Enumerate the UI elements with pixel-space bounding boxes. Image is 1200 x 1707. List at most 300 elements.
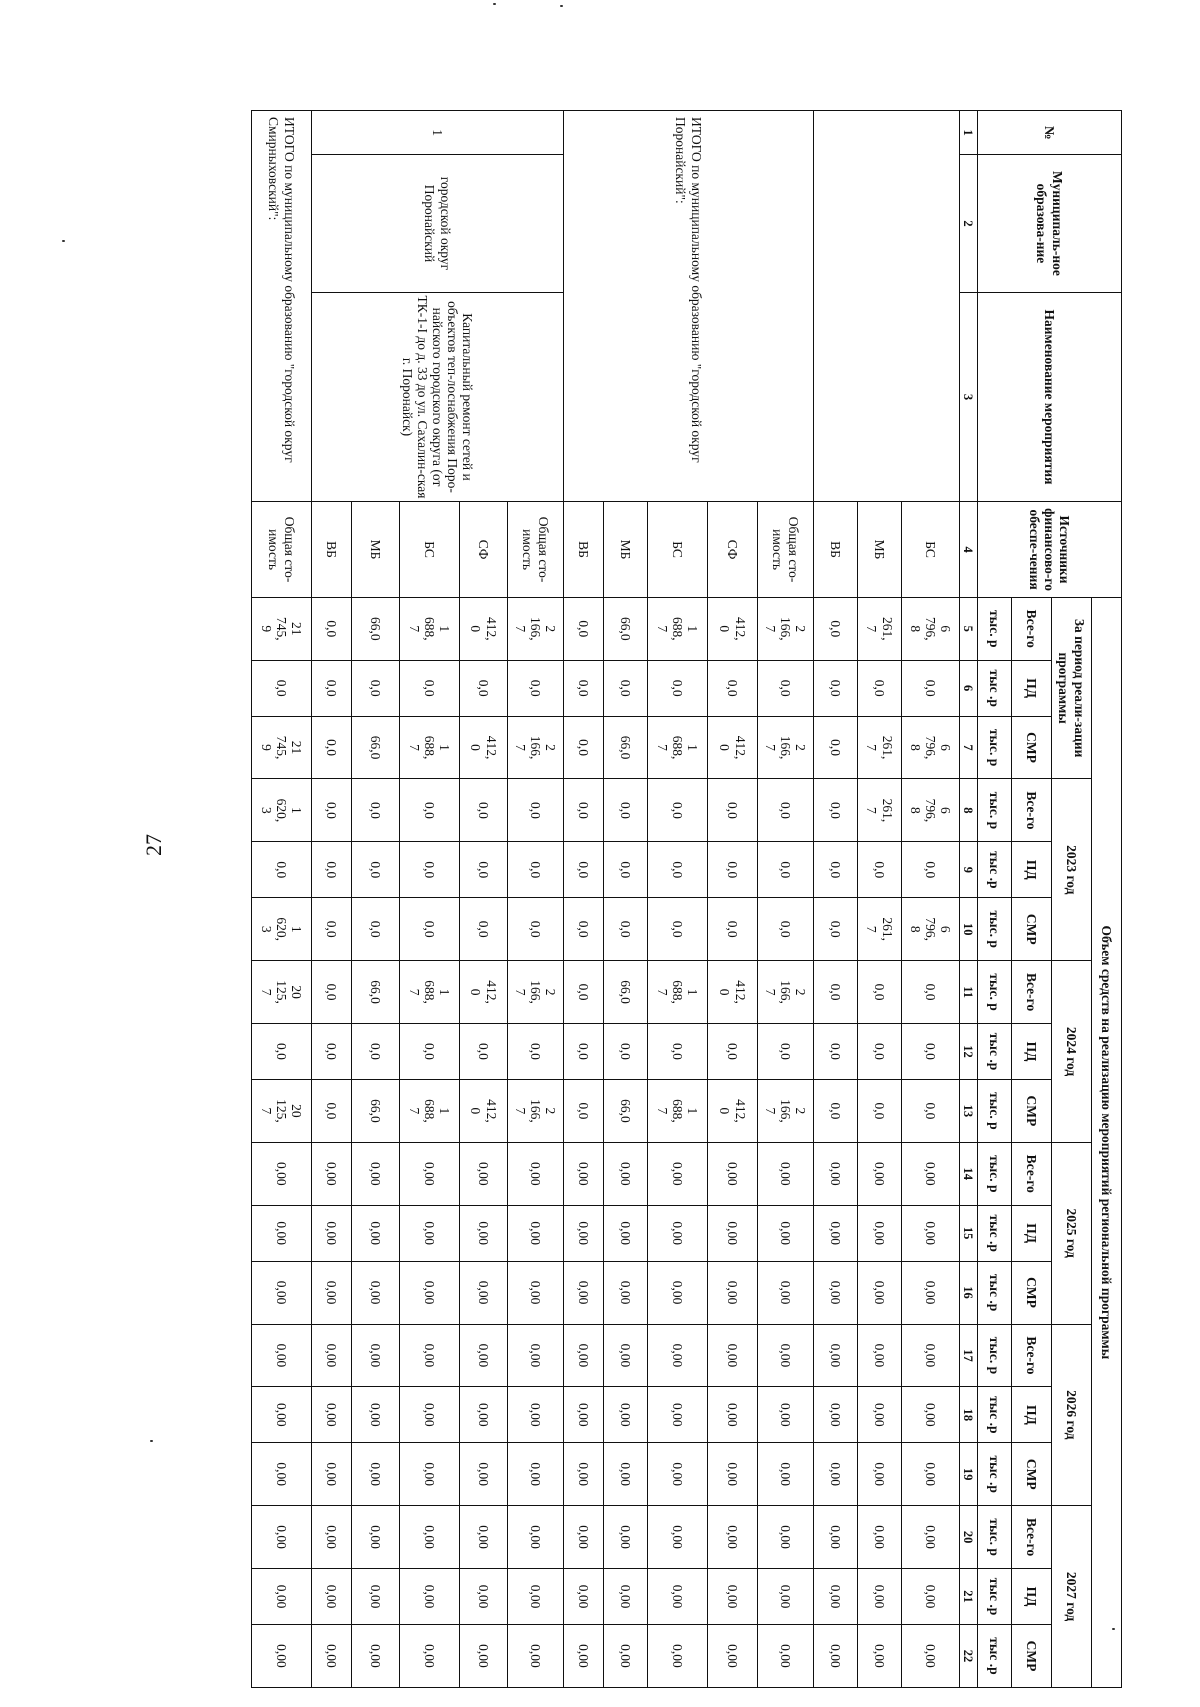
column-number: 2 [960,155,978,292]
value-cell: 0,0 [902,660,960,716]
value-cell: 0,0 [400,779,460,842]
value-cell: 0,0 [312,842,352,898]
value-cell: 0,0 [564,1024,604,1080]
column-number: 20 [960,1506,978,1569]
value-cell: 0,00 [648,1205,708,1261]
value-cell: 0,00 [814,1569,858,1625]
source-cell: МБ [352,502,400,598]
value-cell: 0,00 [902,1443,960,1506]
value-cell: 0,0 [648,842,708,898]
value-cell: 0,00 [460,1142,508,1205]
unit-label: тыс .р [978,1624,1012,1687]
value-cell: 66,0 [352,716,400,779]
column-number: 4 [960,502,978,598]
value-cell: 0,00 [708,1443,758,1506]
value-cell: 0,0 [352,779,400,842]
value-cell: 0,00 [252,1624,312,1687]
value-cell: 21 745, 9 [252,597,312,660]
value-cell: 0,0 [758,842,814,898]
value-cell: 2 166, 7 [508,1079,564,1142]
sub-total: Все-го [1012,779,1052,842]
value-cell: 0,00 [708,1261,758,1324]
value-cell: 0,00 [902,1142,960,1205]
value-cell: 0,00 [564,1142,604,1205]
value-cell: 0,00 [814,1142,858,1205]
unit-label: тыс .р [978,1261,1012,1324]
value-cell: 0,00 [400,1624,460,1687]
value-cell: 0,00 [858,1142,902,1205]
column-number: 17 [960,1324,978,1387]
value-cell: 0,0 [312,961,352,1024]
value-cell: 0,0 [252,1024,312,1080]
value-cell: 0,00 [508,1261,564,1324]
value-cell: 0,0 [858,842,902,898]
header-period: За период реали-зации программы [1052,597,1092,779]
value-cell: 0,00 [604,1205,648,1261]
value-cell: 0,00 [252,1569,312,1625]
table-row [902,111,960,1688]
source-cell: СФ [460,502,508,598]
value-cell: 0,0 [508,898,564,961]
sub-pd: ПД [1012,842,1052,898]
value-cell: 0,00 [604,1387,648,1443]
value-cell: 66,0 [604,1079,648,1142]
value-cell: 0,00 [400,1324,460,1387]
value-cell: 0,00 [352,1205,400,1261]
source-cell: БС [400,502,460,598]
value-cell: 0,0 [460,660,508,716]
column-number: 16 [960,1261,978,1324]
value-cell: 20 125, 7 [252,1079,312,1142]
measure-cell: Капитальный ремонт сетей и объектов теп-лоснабжения Поро-найского городского округа (от ТК-1-I до д. 33 до ул. Сахалин-ская г. Поронайск) [312,292,564,502]
value-cell: 0,00 [708,1569,758,1625]
column-number: 3 [960,292,978,502]
value-cell: 1 688, 7 [648,597,708,660]
value-cell: 0,0 [604,1024,648,1080]
value-cell: 0,00 [460,1624,508,1687]
sub-pd: ПД [1012,1205,1052,1261]
value-cell: 0,0 [564,660,604,716]
column-number: 12 [960,1024,978,1080]
unit-label: тыс. р [978,898,1012,961]
unit-label: тыс .р [978,1443,1012,1506]
value-cell: 20 125, 7 [252,961,312,1024]
value-cell: 0,0 [508,779,564,842]
value-cell: 0,00 [352,1142,400,1205]
value-cell: 0,0 [460,1024,508,1080]
unit-label: тыс. р [978,1079,1012,1142]
value-cell: 0,0 [312,1024,352,1080]
value-cell: 0,00 [460,1324,508,1387]
value-cell: 0,00 [708,1324,758,1387]
unit-label: тыс. р [978,1142,1012,1205]
column-number: 11 [960,961,978,1024]
value-cell: 0,00 [708,1142,758,1205]
value-cell: 0,00 [564,1387,604,1443]
value-cell: 0,0 [902,961,960,1024]
value-cell: 1 688, 7 [400,597,460,660]
value-cell: 0,00 [648,1624,708,1687]
value-cell: 0,00 [352,1569,400,1625]
value-cell: 0,0 [858,660,902,716]
table-body [252,111,960,1688]
itogo-smirnykh-label: ИТОГО по муниципальному образованию "городской округ Смирныховский": [252,111,312,502]
value-cell: 0,00 [564,1624,604,1687]
value-cell: 0,00 [508,1205,564,1261]
value-cell: 1 688, 7 [648,716,708,779]
sub-pd: ПД [1012,660,1052,716]
value-cell: 0,00 [604,1142,648,1205]
value-cell: 0,00 [758,1443,814,1506]
value-cell: 0,00 [400,1205,460,1261]
column-number: 21 [960,1569,978,1625]
value-cell: 0,00 [564,1443,604,1506]
sub-total: Все-го [1012,597,1052,660]
value-cell: 0,0 [814,898,858,961]
value-cell: 0,00 [758,1324,814,1387]
value-cell: 0,00 [648,1261,708,1324]
value-cell: 2 166, 7 [758,961,814,1024]
source-cell: МБ [604,502,648,598]
value-cell: 0,00 [902,1506,960,1569]
value-cell: 412, 0 [460,716,508,779]
value-cell: 6 796, 8 [902,898,960,961]
sub-smr: СМР [1012,1079,1052,1142]
unit-label: тыс. р [978,779,1012,842]
value-cell: 0,00 [400,1142,460,1205]
value-cell: 0,00 [758,1142,814,1205]
value-cell: 0,00 [508,1142,564,1205]
value-cell: 0,0 [902,842,960,898]
value-cell: 0,0 [508,660,564,716]
value-cell: 1 688, 7 [400,1079,460,1142]
value-cell: 0,00 [312,1261,352,1324]
value-cell: 261, 7 [858,898,902,961]
value-cell: 0,00 [708,1624,758,1687]
value-cell: 0,0 [708,898,758,961]
sub-pd: ПД [1012,1569,1052,1625]
column-number: 15 [960,1205,978,1261]
itogo-poronaysk-label: ИТОГО по муниципальному образованию "городской округ Поронайский": [564,111,814,502]
value-cell: 0,00 [460,1261,508,1324]
source-cell: СФ [708,502,758,598]
unit-label: тыс .р [978,1387,1012,1443]
value-cell: 0,00 [564,1506,604,1569]
value-cell: 0,00 [708,1387,758,1443]
value-cell: 0,00 [508,1624,564,1687]
sub-total: Все-го [1012,1506,1052,1569]
value-cell: 0,00 [708,1506,758,1569]
value-cell: 2 166, 7 [758,716,814,779]
table-row [758,111,814,1688]
value-cell: 412, 0 [708,961,758,1024]
value-cell: 0,00 [858,1324,902,1387]
value-cell: 0,00 [400,1261,460,1324]
value-cell: 0,00 [400,1387,460,1443]
value-cell: 0,00 [508,1569,564,1625]
value-cell: 412, 0 [708,597,758,660]
value-cell: 0,00 [902,1205,960,1261]
value-cell: 0,0 [400,898,460,961]
value-cell: 0,0 [400,842,460,898]
value-cell: 66,0 [352,1079,400,1142]
value-cell: 0,00 [902,1569,960,1625]
value-cell: 0,0 [312,716,352,779]
value-cell: 0,00 [252,1387,312,1443]
header-year-2023: 2023 год [1052,779,1092,961]
table-header [960,111,1122,1688]
empty-cell [814,111,960,502]
column-number: 14 [960,1142,978,1205]
value-cell: 66,0 [352,597,400,660]
value-cell: 0,00 [312,1443,352,1506]
value-cell: 0,0 [312,779,352,842]
header-year-2026: 2026 год [1052,1324,1092,1506]
source-cell: ВБ [814,502,858,598]
unit-label: тыс .р [978,1205,1012,1261]
source-cell: БС [902,502,960,598]
header-measure: Наименование мероприятия [978,292,1122,502]
value-cell: 0,00 [352,1624,400,1687]
value-cell: 0,0 [648,898,708,961]
value-cell: 2 166, 7 [508,961,564,1024]
value-cell: 0,0 [312,898,352,961]
value-cell: 0,00 [858,1261,902,1324]
row-number: 1 [312,111,564,155]
sub-total: Все-го [1012,1142,1052,1205]
unit-label: тыс. р [978,597,1012,660]
value-cell: 2 166, 7 [758,1079,814,1142]
header-municipality: Муниципаль-ное образова-ние [978,155,1122,292]
unit-label: тыс .р [978,1569,1012,1625]
value-cell: 0,00 [460,1205,508,1261]
value-cell: 412, 0 [460,597,508,660]
value-cell: 6 796, 8 [902,597,960,660]
value-cell: 0,0 [312,1079,352,1142]
sub-total: Все-го [1012,1324,1052,1387]
value-cell: 0,0 [814,842,858,898]
scan-speck [560,5,563,7]
value-cell: 0,00 [814,1324,858,1387]
value-cell: 0,00 [352,1387,400,1443]
value-cell: 412, 0 [708,1079,758,1142]
unit-label: тыс. р [978,961,1012,1024]
value-cell: 21 745, 9 [252,716,312,779]
value-cell: 0,00 [902,1387,960,1443]
sub-smr: СМР [1012,1624,1052,1687]
value-cell: 0,00 [252,1205,312,1261]
value-cell: 1 620, 3 [252,898,312,961]
value-cell: 0,00 [400,1506,460,1569]
value-cell: 0,00 [460,1387,508,1443]
value-cell: 0,00 [814,1624,858,1687]
value-cell: 1 620, 3 [252,779,312,842]
value-cell: 0,00 [312,1624,352,1687]
value-cell: 0,00 [858,1387,902,1443]
value-cell: 0,0 [460,898,508,961]
value-cell: 0,0 [564,842,604,898]
column-number: 13 [960,1079,978,1142]
value-cell: 0,0 [604,779,648,842]
value-cell: 0,0 [902,1024,960,1080]
scan-speck [62,240,65,242]
value-cell: 0,00 [814,1205,858,1261]
value-cell: 0,00 [508,1443,564,1506]
unit-label: тыс .р [978,1024,1012,1080]
column-number: 10 [960,898,978,961]
value-cell: 0,00 [252,1324,312,1387]
value-cell: 0,00 [460,1569,508,1625]
source-cell: ВБ [312,502,352,598]
value-cell: 66,0 [352,961,400,1024]
sub-pd: ПД [1012,1387,1052,1443]
value-cell: 0,0 [708,842,758,898]
value-cell: 0,0 [814,597,858,660]
header-no: № [978,111,1122,155]
value-cell: 0,0 [902,1079,960,1142]
value-cell: 0,0 [352,1024,400,1080]
value-cell: 0,00 [858,1569,902,1625]
budget-table-rotated [251,110,1122,1688]
value-cell: 0,0 [312,660,352,716]
value-cell: 0,00 [758,1261,814,1324]
value-cell: 0,00 [252,1142,312,1205]
value-cell: 0,0 [564,716,604,779]
table-row [508,111,564,1688]
value-cell: 0,00 [312,1569,352,1625]
unit-label: тыс. р [978,716,1012,779]
value-cell: 0,0 [758,1024,814,1080]
value-cell: 0,0 [758,660,814,716]
value-cell: 0,00 [858,1205,902,1261]
value-cell: 0,0 [858,1024,902,1080]
value-cell: 66,0 [604,961,648,1024]
value-cell: 0,00 [902,1624,960,1687]
value-cell: 0,0 [508,842,564,898]
value-cell: 0,00 [312,1506,352,1569]
value-cell: 0,0 [352,660,400,716]
value-cell: 0,00 [252,1261,312,1324]
scan-speck [150,1440,153,1442]
column-number: 1 [960,111,978,155]
value-cell: 0,0 [400,660,460,716]
value-cell: 0,00 [858,1443,902,1506]
value-cell: 0,0 [814,961,858,1024]
column-number: 6 [960,660,978,716]
value-cell: 0,00 [564,1324,604,1387]
value-cell: 261, 7 [858,597,902,660]
column-number: 9 [960,842,978,898]
value-cell: 0,0 [814,1024,858,1080]
value-cell: 0,00 [858,1506,902,1569]
column-number: 5 [960,597,978,660]
value-cell: 1 688, 7 [400,961,460,1024]
value-cell: 0,0 [708,779,758,842]
value-cell: 0,00 [708,1205,758,1261]
value-cell: 0,0 [758,779,814,842]
table-row [252,111,312,1688]
value-cell: 0,00 [460,1443,508,1506]
value-cell: 0,00 [508,1387,564,1443]
value-cell: 0,0 [460,842,508,898]
value-cell: 0,0 [352,898,400,961]
value-cell: 0,0 [604,842,648,898]
sub-pd: ПД [1012,1024,1052,1080]
value-cell: 66,0 [604,597,648,660]
value-cell: 2 166, 7 [508,716,564,779]
value-cell: 0,0 [564,1079,604,1142]
source-cell: Общая сто-имость [252,502,312,598]
value-cell: 0,00 [604,1261,648,1324]
value-cell: 6 796, 8 [902,779,960,842]
page-number: 27 [141,834,166,856]
value-cell: 0,0 [604,898,648,961]
value-cell: 261, 7 [858,716,902,779]
value-cell: 0,0 [648,1024,708,1080]
value-cell: 0,00 [648,1142,708,1205]
value-cell: 0,00 [352,1261,400,1324]
value-cell: 0,00 [814,1443,858,1506]
value-cell: 0,00 [312,1142,352,1205]
sub-smr: СМР [1012,1261,1052,1324]
value-cell: 0,0 [564,597,604,660]
value-cell: 66,0 [604,716,648,779]
value-cell: 0,0 [814,716,858,779]
value-cell: 0,00 [352,1443,400,1506]
scan-speck [493,3,496,5]
unit-label: тыс .р [978,842,1012,898]
value-cell: 0,0 [460,779,508,842]
value-cell: 2 166, 7 [508,597,564,660]
value-cell: 0,0 [252,660,312,716]
value-cell: 0,00 [902,1261,960,1324]
value-cell: 0,0 [814,1079,858,1142]
value-cell: 0,00 [564,1569,604,1625]
value-cell: 0,00 [508,1506,564,1569]
value-cell: 0,00 [312,1205,352,1261]
value-cell: 0,00 [400,1569,460,1625]
value-cell: 0,00 [252,1506,312,1569]
value-cell: 0,0 [708,660,758,716]
value-cell: 0,0 [312,597,352,660]
value-cell: 0,00 [814,1387,858,1443]
value-cell: 2 166, 7 [758,597,814,660]
value-cell: 0,0 [564,779,604,842]
source-cell: Общая сто-имость [758,502,814,598]
value-cell: 0,00 [758,1506,814,1569]
value-cell: 0,00 [648,1387,708,1443]
value-cell: 0,00 [312,1387,352,1443]
header-year-2024: 2024 год [1052,961,1092,1143]
sub-total: Все-го [1012,961,1052,1024]
source-cell: БС [648,502,708,598]
value-cell: 0,00 [352,1324,400,1387]
value-cell: 0,00 [604,1569,648,1625]
value-cell: 0,00 [648,1506,708,1569]
source-cell: ВБ [564,502,604,598]
unit-label: тыс. р [978,1324,1012,1387]
value-cell: 0,0 [858,1079,902,1142]
value-cell: 1 688, 7 [648,1079,708,1142]
value-cell: 0,0 [564,961,604,1024]
budget-table [251,110,1122,1688]
value-cell: 0,0 [858,961,902,1024]
header-source: Источники финансово-го обеспе-чения [978,502,1122,598]
value-cell: 0,0 [708,1024,758,1080]
header-year-2025: 2025 год [1052,1142,1092,1324]
header-year-2027: 2027 год [1052,1506,1092,1688]
header-volume-title: Объем средств на реализацию мероприятий региональной программы [1092,597,1122,1687]
